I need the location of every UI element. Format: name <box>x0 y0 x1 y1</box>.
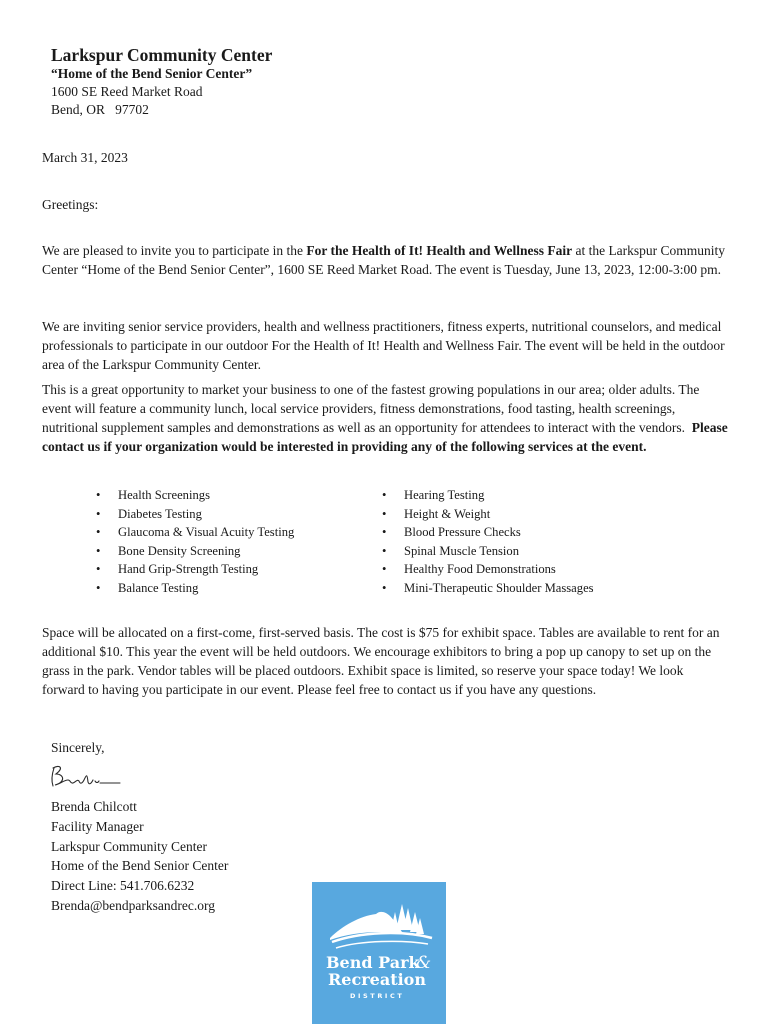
signer-phone: Direct Line: 541.706.6232 <box>51 878 195 894</box>
services-list-right <box>382 486 682 598</box>
service-item: • Mini-Therapeutic Shoulder Massages <box>382 579 682 598</box>
paragraph-vendors: We are inviting senior service providers, health and wellness practitioners, fitness experts, nutritional counselors, and medical professionals to participate in our outdoor For the Health of It! Health and Wellness Fair. The event will be held in the outdoor area of the Larkspur Community Center. <box>42 319 725 372</box>
service-item: • Spinal Muscle Tension <box>382 542 682 561</box>
signer-organization: Larkspur Community Center <box>51 838 207 854</box>
logo-ampersand: & <box>416 953 432 973</box>
letter-date: March 31, 2023 <box>42 150 128 165</box>
signer-block <box>51 797 228 916</box>
greeting: Greetings: <box>42 197 99 212</box>
logo-line2: Recreation <box>328 970 426 989</box>
street-address: 1600 SE Reed Market Road <box>51 84 203 99</box>
handwritten-signature <box>46 762 126 792</box>
paragraph-invitation: We are pleased to invite you to participate in the For the Health of It! Health and Wellness Fair at the Larkspur Community Center “Home of the Bend Senior Center”, 1600 SE Reed Market Road. The event is Tuesday, June 13, 2023, 12:00-3:00 pm. <box>42 243 726 277</box>
bend-park-recreation-logo <box>312 882 446 1024</box>
signer-name: Brenda Chilcott <box>51 799 137 814</box>
service-item: • Hand Grip-Strength Testing <box>96 560 366 579</box>
service-item: • Hearing Testing <box>382 486 682 505</box>
signer-organization-alt: Home of the Bend Senior Center <box>51 858 229 874</box>
service-item: • Blood Pressure Checks <box>382 523 682 542</box>
mountain-icon <box>330 912 402 940</box>
paragraph-logistics: Space will be allocated on a first-come, first-served basis. The cost is $75 for exhibit space. Tables are available to rent for an additional $10. This year the event will be held outdoors. We encourage exhibitors to bring a pop up canopy to set up on the grass in the park. Vendor tables will be placed outdoors. Exhibit space is limited, so reserve your space today! We look forward to having you participate in our event. Please feel free to contact us if you have any questions. <box>42 625 720 697</box>
logo-line1: Bend Park <box>326 953 420 972</box>
signer-email[interactable]: Brenda@bendparksandrec.org <box>51 897 215 913</box>
logo-line3: DISTRICT <box>350 992 405 1000</box>
services-list-left <box>96 486 366 598</box>
event-name: For the Health of It! Health and Wellness Fair <box>306 243 573 258</box>
closing: Sincerely, <box>51 740 105 755</box>
organization-name: Larkspur Community Center <box>51 45 273 65</box>
signer-title: Facility Manager <box>51 818 144 834</box>
contact-request: Please contact us if your organization would be interested in providing any of the following services at the event. <box>42 420 728 454</box>
service-item: • Bone Density Screening <box>96 542 366 561</box>
service-item: • Balance Testing <box>96 579 366 598</box>
organization-tagline: “Home of the Bend Senior Center” <box>51 66 253 81</box>
service-item: • Healthy Food Demonstrations <box>382 560 682 579</box>
service-item: • Health Screenings <box>96 486 366 505</box>
service-item: • Height & Weight <box>382 505 682 524</box>
paragraph-opportunity: This is a great opportunity to market your business to one of the fastest growing populations in our area; older adults. The event will feature a community lunch, local service providers, fitness demonstrations, food tasting, health screenings, nutritional supplement samples and demonstrations as well as an opportunity for attendees to interact with the vendors. Please contact us if your organization would be interested in providing any of the following services at the event. <box>42 382 728 454</box>
city-state-zip: Bend, OR 97702 <box>51 102 149 117</box>
service-item: • Glaucoma & Visual Acuity Testing <box>96 523 366 542</box>
service-item: • Diabetes Testing <box>96 505 366 524</box>
letterhead <box>51 45 272 119</box>
